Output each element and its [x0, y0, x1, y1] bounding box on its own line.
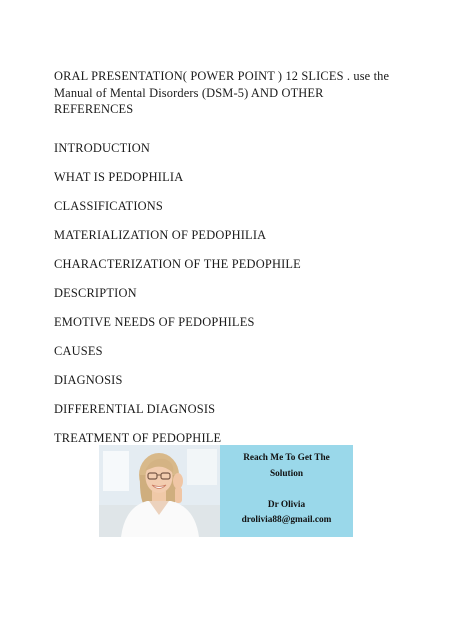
contact-name: Dr Olivia: [267, 500, 306, 510]
outline-item-classifications: CLASSIFICATIONS: [54, 199, 164, 213]
outline-item-treatment: TREATMENT OF PEDOPHILE: [54, 431, 222, 445]
woman-portrait-photo: [99, 445, 220, 537]
outline-item-introduction: INTRODUCTION: [54, 141, 151, 155]
portrait-illustration: [99, 445, 220, 537]
assignment-instructions: ORAL PRESENTATION( POWER POINT ) 12 SLICES . use the Manual of Mental Disorders (DSM-5) AND OTHER REFERENCES: [54, 69, 390, 116]
outline-item-what-is: WHAT IS PEDOPHILIA: [54, 170, 184, 184]
contact-info-box[interactable]: [220, 445, 353, 537]
contact-email-link[interactable]: drolivia88@gmail.com: [241, 515, 332, 525]
contact-promo-banner[interactable]: [99, 445, 353, 537]
outline-item-emotive-needs: EMOTIVE NEEDS OF PEDOPHILES: [54, 315, 255, 329]
outline-item-characterization: CHARACTERIZATION OF THE PEDOPHILE: [54, 257, 301, 271]
outline-item-differential-diagnosis: DIFFERENTIAL DIAGNOSIS: [54, 402, 216, 416]
promo-headline: Reach Me To Get The: [243, 453, 330, 463]
promo-headline-2: Solution: [269, 469, 304, 479]
outline-item-causes: CAUSES: [54, 344, 103, 358]
outline-item-materialization: MATERIALIZATION OF PEDOPHILIA: [54, 228, 267, 242]
outline-item-description: DESCRIPTION: [54, 286, 137, 300]
outline-item-diagnosis: DIAGNOSIS: [54, 373, 123, 387]
